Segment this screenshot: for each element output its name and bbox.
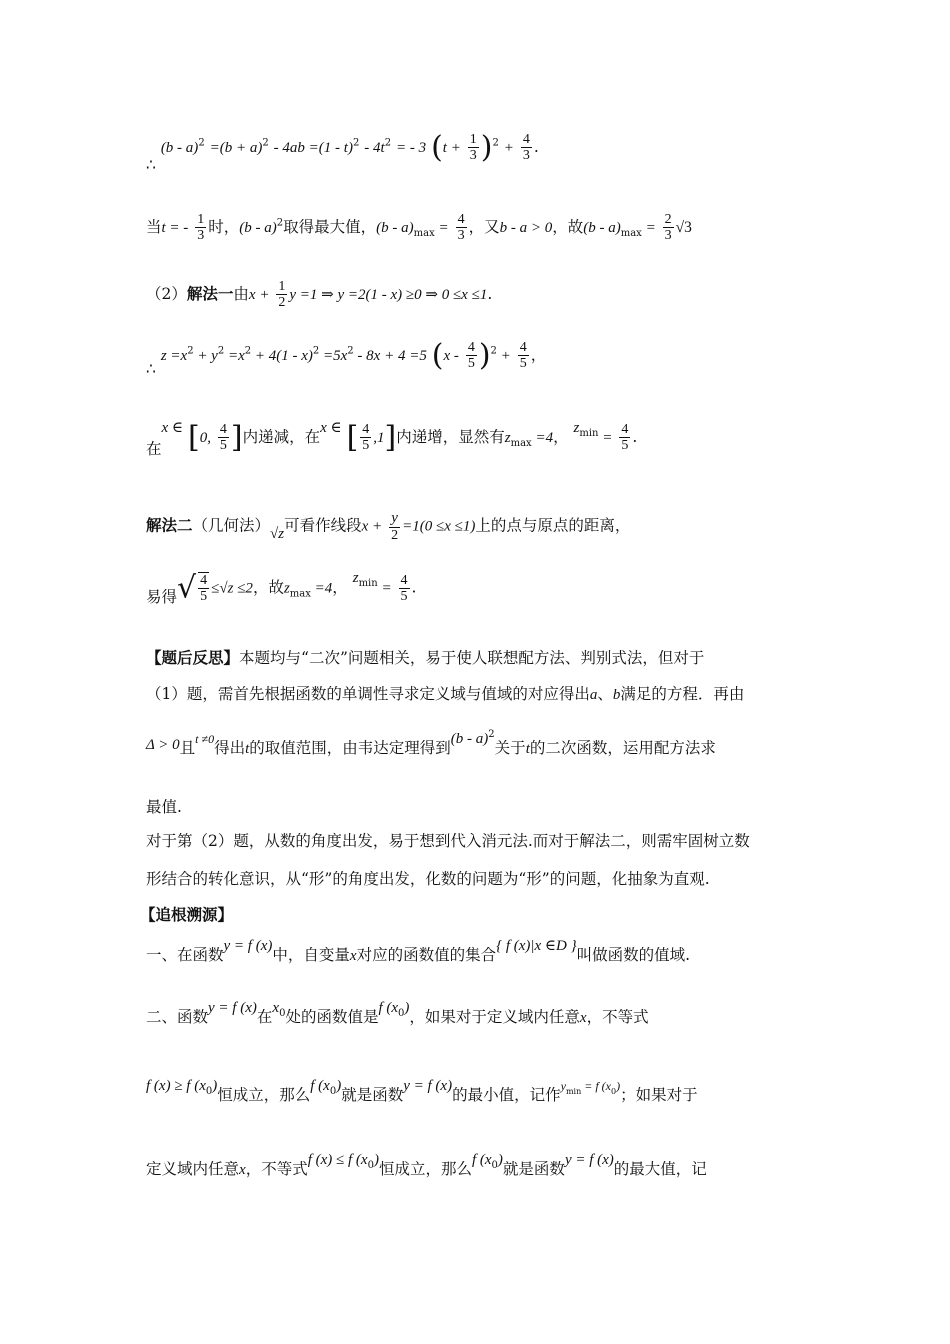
- text: 可看作线段: [284, 516, 362, 535]
- sub: max: [620, 227, 642, 239]
- var: t: [245, 741, 250, 758]
- var: a: [589, 687, 598, 703]
- text: ，不等式: [586, 1008, 649, 1026]
- text: 定义域内任意: [146, 1160, 240, 1178]
- text: 的最小值，记作: [452, 1086, 561, 1104]
- num: 2: [664, 212, 672, 227]
- num: 1: [469, 132, 477, 147]
- text: 由: [233, 284, 249, 303]
- text: 中，自变量: [272, 946, 350, 964]
- sup: 2: [492, 137, 499, 149]
- text: 时，: [208, 217, 240, 236]
- num: 4: [457, 212, 465, 227]
- math: f (x: [471, 1152, 492, 1168]
- para2-line-1: [146, 834, 750, 850]
- math: ,1: [373, 429, 385, 446]
- math: + 4(1 - x): [251, 347, 313, 364]
- sup: 2: [244, 345, 252, 357]
- num: 4: [519, 340, 527, 355]
- fraction: [360, 422, 371, 454]
- math: f (x: [310, 1078, 330, 1094]
- text: ，故: [252, 578, 284, 597]
- text: 的最大值，记: [613, 1160, 707, 1178]
- math: ≤√z ≤2: [211, 580, 253, 597]
- den: 3: [197, 228, 205, 244]
- sub: 0: [279, 1008, 286, 1020]
- den: 2: [391, 527, 399, 543]
- text: 最值.: [146, 798, 182, 816]
- math: (b - a): [239, 219, 277, 236]
- math: y = f (x): [403, 1078, 453, 1094]
- math: f (x) ≤ f (x: [307, 1152, 368, 1168]
- fraction: [466, 340, 477, 372]
- paren: (: [431, 337, 444, 373]
- den: 5: [400, 588, 408, 604]
- therefore-symbol: ∴: [146, 359, 156, 378]
- period: .: [487, 284, 493, 303]
- fraction: [195, 212, 206, 244]
- fraction: [619, 422, 630, 454]
- period: .: [632, 427, 638, 446]
- paren: (: [431, 129, 443, 165]
- text: 内递增，显然有: [396, 427, 505, 446]
- bracket: ]: [384, 419, 397, 455]
- sub: 0: [611, 1087, 617, 1097]
- definition-3: [146, 1078, 698, 1107]
- text: 当: [146, 217, 162, 236]
- text: 且: [179, 739, 196, 758]
- paren: ): [478, 337, 491, 373]
- sqrt: √3: [675, 218, 692, 236]
- text: 易得: [146, 588, 178, 607]
- text: ，如果对于定义域内任意: [409, 1008, 580, 1026]
- math: = f (x: [581, 1079, 611, 1093]
- reflection-line-1: [146, 650, 704, 667]
- line-4: [146, 337, 547, 378]
- num: 4: [219, 422, 227, 437]
- math: =: [434, 219, 449, 236]
- math: z =x: [160, 347, 188, 364]
- para2-line-2: [146, 872, 710, 888]
- fraction: [198, 572, 209, 605]
- text: 在: [146, 439, 162, 458]
- math: ): [497, 1152, 503, 1168]
- text: ，: [553, 427, 569, 446]
- fraction: [518, 340, 529, 372]
- fraction: [399, 573, 410, 605]
- den: 5: [362, 438, 370, 454]
- math: z: [283, 580, 290, 597]
- text: 对应的函数值的集合: [356, 946, 497, 964]
- math: =: [598, 429, 613, 446]
- math: x ∈: [161, 419, 184, 436]
- math: (b - a): [450, 731, 489, 748]
- var: t: [525, 741, 530, 758]
- math: 0,: [199, 429, 211, 446]
- sub: 0: [398, 1008, 405, 1020]
- sub: 0: [329, 1086, 337, 1098]
- sqrt: √z: [270, 526, 285, 543]
- den: 5: [519, 356, 527, 372]
- fraction: [663, 212, 674, 244]
- fraction: [276, 279, 287, 311]
- math: (b - a): [583, 219, 621, 236]
- text: 形结合的转化意识，从“形”的角度出发，化数的问题为“形”的问题，化抽象为直观.: [146, 870, 710, 888]
- line-7: [146, 572, 416, 605]
- text: 一、在函数: [146, 946, 224, 964]
- sup: 2: [187, 345, 194, 357]
- math: b - a > 0: [499, 219, 553, 236]
- den: 3: [457, 228, 465, 244]
- math: +: [503, 139, 514, 156]
- text: 的取值范围，由韦达定理得到: [249, 739, 451, 758]
- line-3: [146, 279, 492, 311]
- text: 关于: [494, 739, 526, 758]
- var: b: [612, 687, 621, 703]
- math: =5x: [319, 347, 348, 364]
- var: x: [239, 1162, 246, 1178]
- sub: min: [579, 427, 599, 439]
- text: 的二次函数，运用配方法求: [529, 739, 716, 758]
- line-1: [146, 129, 539, 174]
- sqrt-sign: √: [177, 570, 197, 606]
- method-label: 解法一: [186, 283, 234, 303]
- math: z: [504, 429, 511, 446]
- section-label: 【题后反思】: [146, 648, 240, 667]
- text: 二、函数: [146, 1008, 209, 1026]
- num: 1: [197, 212, 205, 227]
- bracket: [: [346, 419, 359, 455]
- sub: min: [565, 1087, 582, 1097]
- math: =: [377, 580, 392, 597]
- sup: 2: [490, 345, 497, 357]
- text: ，: [530, 345, 547, 364]
- math: y = f (x): [208, 1000, 257, 1016]
- math: ): [336, 1078, 342, 1094]
- math: (b - a): [160, 139, 199, 156]
- text: 满足的方程．再由: [620, 685, 745, 703]
- text: 内递减，在: [242, 427, 321, 446]
- math: t = -: [161, 219, 189, 236]
- math: =: [641, 219, 656, 236]
- num: 4: [200, 573, 208, 588]
- num: 1: [278, 279, 286, 294]
- den: 3: [664, 228, 672, 244]
- text: 恒成立，那么: [378, 1160, 472, 1178]
- math: =4: [531, 429, 554, 446]
- num: 4: [400, 572, 408, 588]
- text: ，不等式: [245, 1160, 308, 1178]
- line-2: [146, 212, 692, 244]
- definition-2: [146, 1000, 649, 1029]
- therefore-symbol: ∴: [146, 155, 156, 174]
- math: f (x: [378, 1000, 399, 1016]
- text: 、: [597, 685, 613, 703]
- math: t +: [442, 139, 461, 156]
- var: x: [579, 1010, 587, 1026]
- text: ，: [332, 578, 348, 597]
- math: x -: [443, 347, 459, 364]
- den: 3: [469, 148, 477, 164]
- fraction: [468, 132, 479, 164]
- math: x: [272, 1000, 280, 1016]
- definition-4: [146, 1152, 707, 1181]
- sup: 2: [384, 137, 392, 149]
- sup: 2: [217, 345, 225, 357]
- sup: 2: [262, 137, 269, 149]
- line-6: [146, 510, 630, 543]
- line-5: [146, 419, 638, 458]
- bracket: [: [187, 419, 200, 455]
- sub: 0: [367, 1160, 374, 1172]
- math: y = f (x): [564, 1152, 614, 1168]
- num: 4: [362, 422, 370, 437]
- section-title: [140, 907, 233, 923]
- math: x ∈: [320, 419, 342, 436]
- text: 本题均与“二次”问题相关，易于使人联想配方法、判别式法，但对于: [239, 649, 705, 667]
- sub: max: [510, 437, 532, 449]
- method-label: 解法二: [146, 515, 193, 535]
- definition-1: [146, 938, 691, 964]
- math: ): [616, 1079, 621, 1093]
- math: z: [352, 570, 359, 587]
- den: 5: [621, 438, 629, 454]
- math: - 8x + 4 =5: [353, 347, 427, 364]
- text: ；如果对于: [620, 1086, 698, 1104]
- text: （1）题，需首先根据函数的单调性寻求定义域与值域的对应得出: [146, 685, 590, 703]
- math: Δ > 0: [146, 737, 180, 754]
- fraction: [521, 132, 532, 164]
- text: 恒成立，那么: [217, 1086, 311, 1104]
- period: .: [411, 578, 417, 597]
- math: (b - a): [376, 219, 414, 236]
- text: （2）: [146, 284, 187, 303]
- num: y: [389, 510, 400, 528]
- math: y =1 ⇒ y =2(1 - x) ≥0 ⇒ 0 ≤x ≤1: [289, 286, 488, 303]
- math: x +: [248, 286, 270, 303]
- text: （几何法）: [192, 516, 271, 535]
- math: =x: [224, 347, 245, 364]
- text: ，故: [552, 217, 584, 236]
- sup: 2: [276, 217, 284, 229]
- text: 叫做函数的值域.: [576, 946, 691, 964]
- fraction: [389, 510, 400, 543]
- num: 4: [522, 132, 530, 147]
- text: 得出: [214, 739, 246, 758]
- math: - 4t: [364, 139, 385, 156]
- math: +: [496, 347, 511, 364]
- den: 5: [200, 589, 208, 605]
- math: y: [560, 1079, 566, 1093]
- sub: min: [358, 578, 378, 590]
- section-label: 【追根溯源】: [140, 905, 234, 924]
- text: 对于第（2）题，从数的角度出发，易于想到代入消元法.而对于解法二，则需牢固树立数: [146, 832, 750, 850]
- den: 5: [467, 356, 475, 372]
- math: =4: [310, 580, 333, 597]
- math: ): [212, 1078, 218, 1094]
- paren: ): [480, 129, 493, 165]
- math: = - 3: [396, 139, 427, 156]
- sub: max: [413, 227, 435, 239]
- sup: 2: [352, 137, 360, 149]
- num: 4: [621, 422, 629, 437]
- math: t ≠0: [195, 732, 215, 747]
- text: 就是函数: [502, 1160, 565, 1178]
- sup: 2: [198, 137, 205, 149]
- math: =(b + a): [209, 139, 263, 156]
- math: + y: [193, 347, 218, 364]
- den: 5: [219, 438, 227, 454]
- sub: 0: [491, 1160, 498, 1172]
- text: 上的点与原点的距离，: [475, 516, 631, 535]
- sup: 2: [312, 345, 320, 357]
- math: f (x) ≥ f (x: [146, 1078, 206, 1094]
- math: - 4ab =(1 - t): [273, 139, 353, 156]
- math: ): [373, 1152, 379, 1168]
- math: =1(0 ≤x ≤1): [402, 518, 476, 535]
- text: 取得最大值，: [283, 217, 377, 236]
- reflection-line-2: [146, 687, 744, 703]
- den: 3: [522, 148, 530, 164]
- var: x: [349, 948, 357, 964]
- math: { f (x)|x ∈D }: [496, 938, 577, 954]
- reflection-line-4: [146, 800, 182, 816]
- sup: 2: [347, 345, 354, 357]
- num: 4: [467, 340, 475, 355]
- math: ): [404, 1000, 410, 1016]
- sub: 0: [205, 1086, 213, 1098]
- fraction: [218, 422, 229, 454]
- den: 2: [278, 295, 286, 311]
- text: 在: [256, 1008, 273, 1026]
- bracket: ]: [230, 419, 243, 455]
- text: ，又: [468, 217, 500, 236]
- math: y = f (x): [223, 938, 273, 954]
- text: 处的函数值是: [285, 1008, 379, 1026]
- fraction: [456, 212, 467, 244]
- sup: 2: [488, 729, 495, 740]
- sub: max: [289, 588, 311, 600]
- math: z: [573, 419, 580, 436]
- text: 就是函数: [341, 1086, 404, 1104]
- period: .: [533, 137, 539, 156]
- math: x +: [361, 518, 383, 535]
